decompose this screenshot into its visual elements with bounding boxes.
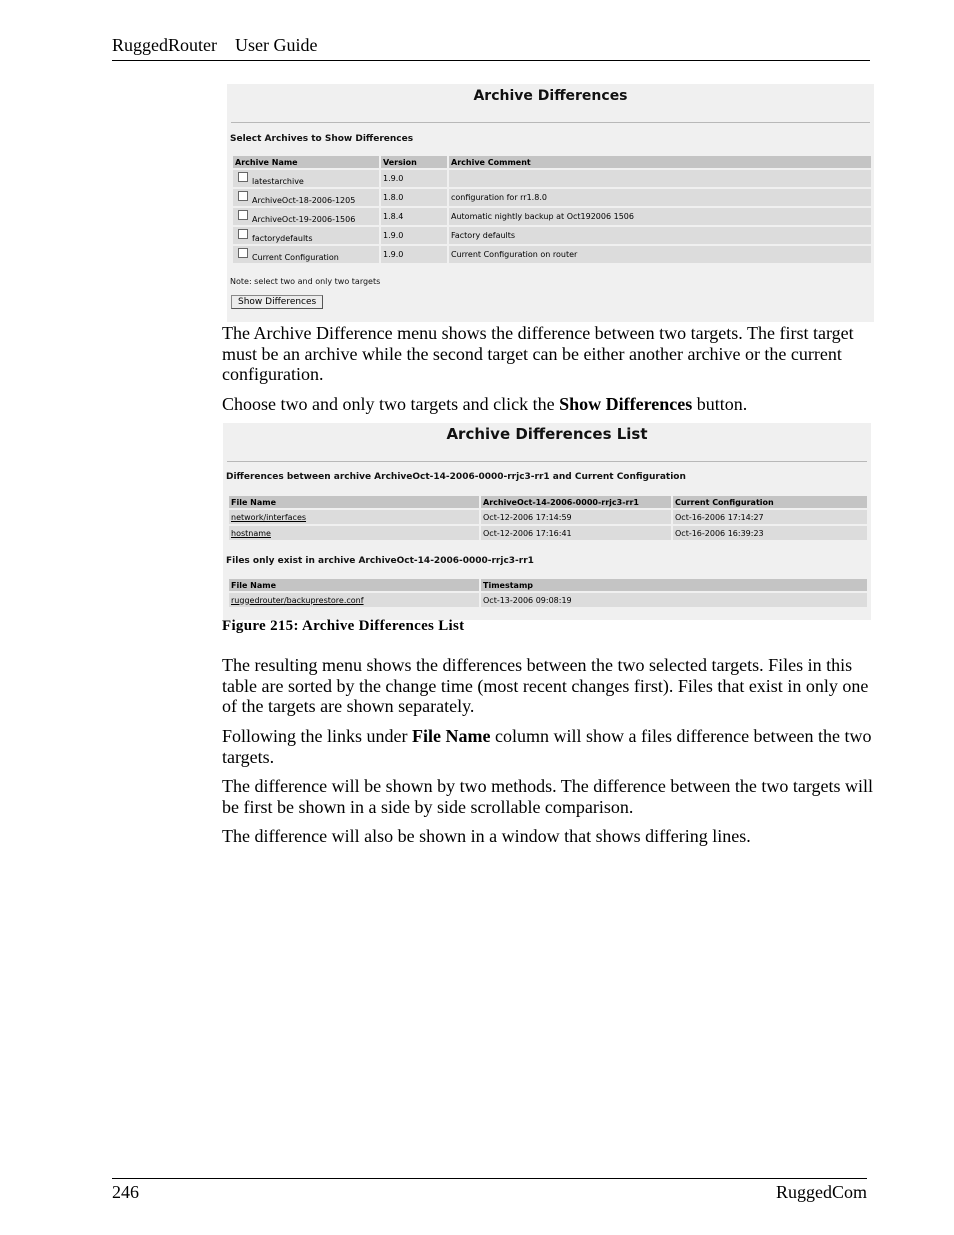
footer-company: RuggedCom <box>775 1182 867 1202</box>
table-row <box>233 189 871 206</box>
divider <box>231 122 870 123</box>
col-timestamp: Timestamp <box>481 579 867 591</box>
differences-label: Differences between archive ArchiveOct-14-2006-0000-rrjc3-rr1 and Current Configuration <box>226 472 686 482</box>
files-only-table <box>227 577 869 609</box>
archive-name: factorydefaults <box>252 234 313 243</box>
col-version: Version <box>381 156 447 168</box>
col-archive-name: Archive Name <box>233 156 379 168</box>
paragraph-2-text: Choose two and only two targets and click the <box>222 394 560 414</box>
paragraph-3: The resulting menu shows the differences between the two selected targets. Files in this table are sorted by the change time (most recent changes first). Files that exist in only one of the targets are shown separately. <box>222 655 869 716</box>
paragraph-2-bold: Show Differences <box>559 394 693 414</box>
archive-name: Current Configuration <box>252 253 339 262</box>
file-link[interactable]: network/interfaces <box>231 512 307 522</box>
file-link[interactable]: hostname <box>231 528 271 538</box>
table-row <box>233 170 871 187</box>
file-timestamp: Oct-13-2006 09:08:19 <box>481 593 867 607</box>
archive-checkbox[interactable] <box>238 248 248 258</box>
archive-version: 1.8.0 <box>381 189 447 206</box>
table-row <box>233 227 871 244</box>
archive-version: 1.9.0 <box>381 170 447 187</box>
header-doc: User Guide <box>235 35 318 55</box>
archive-timestamp: Oct-12-2006 17:16:41 <box>481 526 671 540</box>
archive-checkbox[interactable] <box>238 191 248 201</box>
archive-timestamp: Oct-12-2006 17:14:59 <box>481 510 671 524</box>
col-archive: ArchiveOct-14-2006-0000-rrjc3-rr1 <box>481 496 671 508</box>
page-number: 246 <box>112 1182 139 1202</box>
figure-caption: Figure 215: Archive Differences List <box>222 618 465 634</box>
archive-differences-title: Archive Differences <box>473 88 628 104</box>
paragraph-4 <box>222 726 874 767</box>
header-product: RuggedRouter <box>112 35 217 55</box>
archive-name: ArchiveOct-18-2006-1205 <box>252 196 356 205</box>
col-file-name: File Name <box>229 579 479 591</box>
files-only-label: Files only exist in archive ArchiveOct-14-2006-0000-rrjc3-rr1 <box>226 556 534 566</box>
paragraph-1: The Archive Difference menu shows the difference between two targets. The first target must be an archive while the second target can be either another archive or the current configuration. <box>222 323 854 384</box>
archive-table <box>231 154 873 265</box>
archive-comment: Automatic nightly backup at Oct192006 1506 <box>449 208 871 225</box>
archive-name: ArchiveOct-19-2006-1506 <box>252 215 356 224</box>
archive-version: 1.8.4 <box>381 208 447 225</box>
files-only-table-header <box>229 579 867 591</box>
table-row <box>229 526 867 540</box>
archive-differences-list-screenshot <box>223 423 871 620</box>
paragraph-4-text-end: column will show a files difference between the two targets. <box>222 726 872 767</box>
select-archives-label: Select Archives to Show Differences <box>230 134 414 144</box>
archive-version: 1.9.0 <box>381 227 447 244</box>
paragraph-2 <box>222 394 874 415</box>
archive-checkbox[interactable] <box>238 172 248 182</box>
differences-table <box>227 494 869 542</box>
current-timestamp: Oct-16-2006 16:39:23 <box>673 526 867 540</box>
paragraph-2-text-end: button. <box>692 394 748 414</box>
col-archive-comment: Archive Comment <box>449 156 871 168</box>
archive-comment: Current Configuration on router <box>449 246 871 263</box>
col-file-name: File Name <box>229 496 479 508</box>
table-row <box>233 246 871 263</box>
archive-comment <box>449 170 871 187</box>
paragraph-6: The difference will also be shown in a window that shows differing lines. <box>222 826 751 846</box>
archive-table-header <box>233 156 871 168</box>
archive-comment: configuration for rr1.8.0 <box>449 189 871 206</box>
table-row <box>229 593 867 607</box>
col-current-configuration: Current Configuration <box>673 496 867 508</box>
paragraph-5: The difference will be shown by two methods. The difference between the two targets will be first be shown in a side by side scrollable comparison. <box>222 776 873 817</box>
divider <box>227 461 867 462</box>
file-link[interactable]: ruggedrouter/backuprestore.conf <box>231 595 364 605</box>
archive-checkbox[interactable] <box>238 229 248 239</box>
table-row <box>233 208 871 225</box>
archive-name: latestarchive <box>252 177 304 186</box>
archive-version: 1.9.0 <box>381 246 447 263</box>
table-row <box>229 510 867 524</box>
archive-differences-screenshot <box>227 84 874 322</box>
page-header <box>112 35 870 61</box>
paragraph-4-bold: File Name <box>412 726 491 746</box>
page-footer <box>112 1178 867 1203</box>
differences-table-header <box>229 496 867 508</box>
current-timestamp: Oct-16-2006 17:14:27 <box>673 510 867 524</box>
archive-comment: Factory defaults <box>449 227 871 244</box>
paragraph-4-text: Following the links under <box>222 726 412 746</box>
select-note: Note: select two and only two targets <box>230 277 381 286</box>
archive-checkbox[interactable] <box>238 210 248 220</box>
show-differences-button[interactable]: Show Differences <box>231 295 323 309</box>
archive-differences-list-title: Archive Differences List <box>446 425 648 443</box>
